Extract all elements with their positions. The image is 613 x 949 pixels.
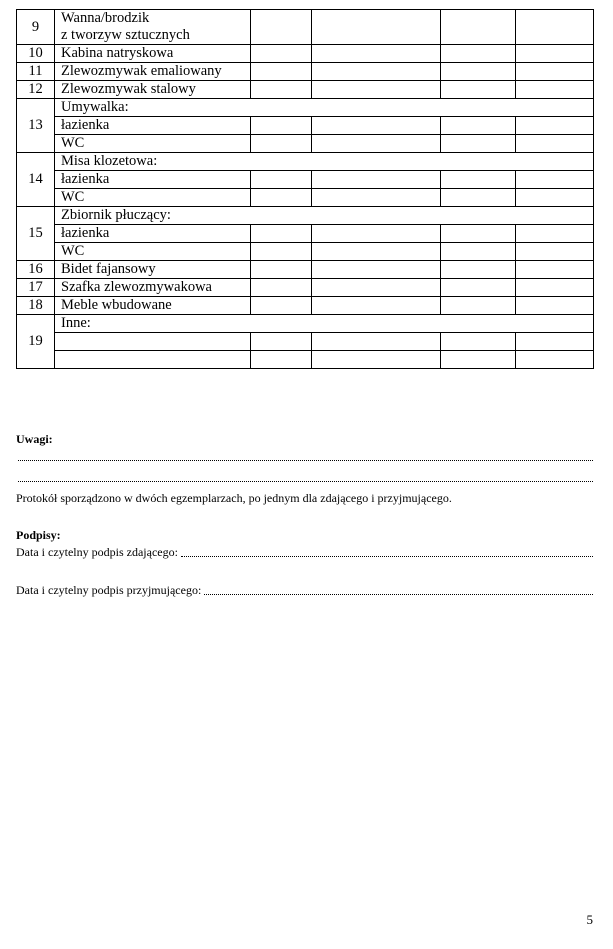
item-label: łazienka bbox=[55, 117, 251, 135]
entry-cell[interactable] bbox=[312, 189, 441, 207]
entry-cell[interactable] bbox=[441, 279, 516, 297]
row-number: 19 bbox=[17, 315, 55, 369]
item-label-line: z tworzyw sztucznych bbox=[61, 27, 190, 43]
entry-cell[interactable] bbox=[441, 117, 516, 135]
table-row bbox=[17, 279, 594, 297]
entry-cell[interactable] bbox=[516, 63, 594, 81]
row-number: 13 bbox=[17, 99, 55, 153]
row-number: 18 bbox=[17, 297, 55, 315]
entry-cell[interactable] bbox=[312, 279, 441, 297]
entry-cell[interactable] bbox=[516, 171, 594, 189]
entry-cell[interactable] bbox=[312, 297, 441, 315]
entry-cell[interactable] bbox=[516, 297, 594, 315]
giver-signature-field[interactable] bbox=[181, 556, 593, 557]
remarks-line-1[interactable] bbox=[18, 460, 593, 461]
entry-cell[interactable] bbox=[251, 189, 312, 207]
entry-cell[interactable] bbox=[312, 117, 441, 135]
entry-cell[interactable] bbox=[441, 135, 516, 153]
entry-cell[interactable] bbox=[312, 261, 441, 279]
entry-cell[interactable] bbox=[312, 333, 441, 351]
entry-cell[interactable] bbox=[516, 243, 594, 261]
entry-cell[interactable] bbox=[516, 351, 594, 369]
row-number: 14 bbox=[17, 153, 55, 207]
entry-cell[interactable] bbox=[251, 297, 312, 315]
item-label bbox=[55, 10, 251, 45]
table-row bbox=[17, 117, 594, 135]
item-label: WC bbox=[55, 243, 251, 261]
remarks-label: Uwagi: bbox=[16, 432, 53, 446]
item-label: łazienka bbox=[55, 171, 251, 189]
receiver-signature-line[interactable] bbox=[16, 583, 593, 598]
equipment-table bbox=[16, 9, 594, 369]
entry-cell[interactable] bbox=[441, 261, 516, 279]
entry-cell[interactable] bbox=[441, 81, 516, 99]
table-row bbox=[17, 45, 594, 63]
entry-cell[interactable] bbox=[516, 279, 594, 297]
entry-cell[interactable] bbox=[441, 333, 516, 351]
entry-cell[interactable] bbox=[251, 81, 312, 99]
entry-cell[interactable] bbox=[312, 225, 441, 243]
item-label: łazienka bbox=[55, 225, 251, 243]
receiver-signature-field[interactable] bbox=[204, 594, 593, 595]
entry-cell[interactable] bbox=[251, 279, 312, 297]
entry-cell[interactable] bbox=[251, 117, 312, 135]
entry-cell[interactable] bbox=[251, 45, 312, 63]
table-row bbox=[17, 243, 594, 261]
table-row bbox=[17, 207, 594, 225]
table-row bbox=[17, 171, 594, 189]
table-row bbox=[17, 225, 594, 243]
entry-cell[interactable] bbox=[441, 45, 516, 63]
table-row bbox=[17, 261, 594, 279]
entry-cell[interactable] bbox=[251, 63, 312, 81]
entry-cell[interactable] bbox=[251, 10, 312, 45]
item-label: WC bbox=[55, 189, 251, 207]
entry-cell[interactable] bbox=[251, 261, 312, 279]
entry-cell[interactable] bbox=[441, 243, 516, 261]
entry-cell[interactable] bbox=[516, 45, 594, 63]
remarks-line-2[interactable] bbox=[18, 481, 593, 482]
entry-cell[interactable] bbox=[312, 243, 441, 261]
protocol-text: Protokół sporządzono w dwóch egzemplarzach, po jednym dla zdającego i przyjmującego. bbox=[16, 491, 452, 505]
entry-cell[interactable] bbox=[251, 171, 312, 189]
row-number: 11 bbox=[17, 63, 55, 81]
entry-cell[interactable] bbox=[516, 135, 594, 153]
entry-cell[interactable] bbox=[441, 351, 516, 369]
item-label: Zlewozmywak emaliowany bbox=[55, 63, 251, 81]
item-label-line: Wanna/brodzik bbox=[61, 10, 150, 26]
entry-cell[interactable] bbox=[441, 189, 516, 207]
entry-cell[interactable] bbox=[441, 63, 516, 81]
item-group-label: Inne: bbox=[55, 315, 594, 333]
row-number: 15 bbox=[17, 207, 55, 261]
table-row bbox=[17, 10, 594, 45]
entry-cell[interactable] bbox=[516, 81, 594, 99]
item-label: WC bbox=[55, 135, 251, 153]
entry-cell[interactable] bbox=[441, 171, 516, 189]
entry-cell[interactable] bbox=[516, 261, 594, 279]
entry-cell[interactable] bbox=[312, 135, 441, 153]
entry-cell[interactable] bbox=[251, 225, 312, 243]
table-row bbox=[17, 153, 594, 171]
entry-cell[interactable] bbox=[251, 351, 312, 369]
signatures-label: Podpisy: bbox=[16, 528, 61, 542]
entry-cell[interactable] bbox=[251, 333, 312, 351]
page-number: 5 bbox=[586, 912, 593, 927]
receiver-signature-label: Data i czytelny podpis przyjmującego: bbox=[16, 583, 202, 597]
table-row bbox=[17, 135, 594, 153]
row-number: 12 bbox=[17, 81, 55, 99]
item-label: Meble wbudowane bbox=[55, 297, 251, 315]
entry-cell[interactable] bbox=[312, 81, 441, 99]
table-row bbox=[17, 81, 594, 99]
table-row bbox=[17, 351, 594, 369]
item-group-label: Umywalka: bbox=[55, 99, 594, 117]
item-label[interactable] bbox=[55, 351, 251, 369]
item-label: Bidet fajansowy bbox=[55, 261, 251, 279]
item-group-label: Misa klozetowa: bbox=[55, 153, 594, 171]
item-label: Szafka zlewozmywakowa bbox=[55, 279, 251, 297]
row-number: 9 bbox=[17, 10, 55, 45]
item-label[interactable] bbox=[55, 333, 251, 351]
table-row bbox=[17, 189, 594, 207]
entry-cell[interactable] bbox=[251, 135, 312, 153]
entry-cell[interactable] bbox=[516, 117, 594, 135]
entry-cell[interactable] bbox=[251, 243, 312, 261]
row-number: 10 bbox=[17, 45, 55, 63]
entry-cell[interactable] bbox=[312, 171, 441, 189]
entry-cell[interactable] bbox=[516, 225, 594, 243]
item-label: Kabina natryskowa bbox=[55, 45, 251, 63]
table-row bbox=[17, 297, 594, 315]
row-number: 16 bbox=[17, 261, 55, 279]
entry-cell[interactable] bbox=[516, 189, 594, 207]
item-label: Zlewozmywak stalowy bbox=[55, 81, 251, 99]
giver-signature-line[interactable] bbox=[16, 545, 593, 560]
entry-cell[interactable] bbox=[441, 297, 516, 315]
table-row bbox=[17, 315, 594, 333]
entry-cell[interactable] bbox=[312, 45, 441, 63]
entry-cell[interactable] bbox=[312, 63, 441, 81]
table-row bbox=[17, 63, 594, 81]
entry-cell[interactable] bbox=[516, 10, 594, 45]
table-row bbox=[17, 99, 594, 117]
item-group-label: Zbiornik płuczący: bbox=[55, 207, 594, 225]
table-row bbox=[17, 333, 594, 351]
giver-signature-label: Data i czytelny podpis zdającego: bbox=[16, 545, 178, 559]
entry-cell[interactable] bbox=[516, 333, 594, 351]
entry-cell[interactable] bbox=[441, 225, 516, 243]
entry-cell[interactable] bbox=[441, 10, 516, 45]
entry-cell[interactable] bbox=[312, 351, 441, 369]
entry-cell[interactable] bbox=[312, 10, 441, 45]
row-number: 17 bbox=[17, 279, 55, 297]
